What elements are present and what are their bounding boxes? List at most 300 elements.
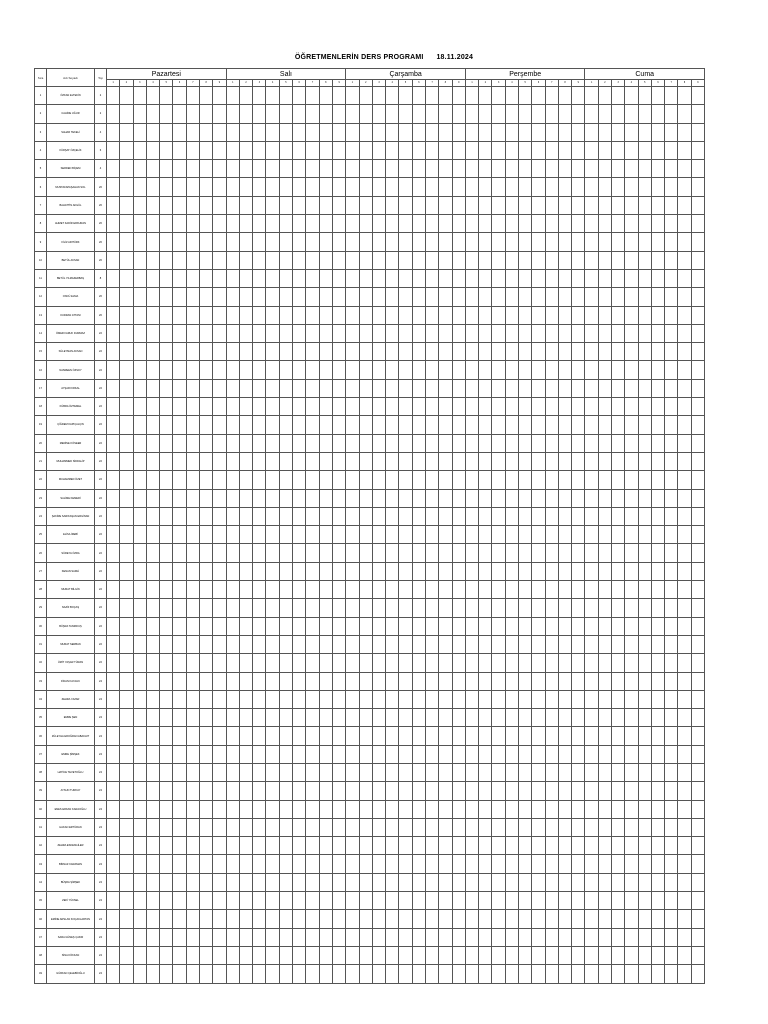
teacher-name: HAKAN ERTÜRAN xyxy=(47,818,95,836)
lesson-cell xyxy=(519,763,532,781)
lesson-cell xyxy=(266,269,279,287)
lesson-cell xyxy=(665,855,678,873)
teacher-hours: 22 xyxy=(95,507,107,525)
column-header-name: Adı Soyadı xyxy=(47,69,95,87)
lesson-cell xyxy=(638,471,651,489)
lesson-cell xyxy=(213,672,226,690)
lesson-cell xyxy=(492,544,505,562)
lesson-cell xyxy=(691,690,704,708)
lesson-cell xyxy=(625,178,638,196)
lesson-cell xyxy=(266,562,279,580)
lesson-cell xyxy=(226,837,239,855)
lesson-cell xyxy=(186,471,199,489)
lesson-cell xyxy=(612,599,625,617)
lesson-cell xyxy=(425,654,438,672)
lesson-cell xyxy=(492,233,505,251)
lesson-cell xyxy=(372,892,385,910)
lesson-cell xyxy=(107,196,120,214)
teacher-hours: 20 xyxy=(95,196,107,214)
lesson-cell xyxy=(146,727,159,745)
lesson-cell xyxy=(199,672,212,690)
teacher-hours: 22 xyxy=(95,599,107,617)
lesson-cell xyxy=(479,343,492,361)
lesson-cell xyxy=(479,745,492,763)
lesson-cell xyxy=(452,471,465,489)
lesson-cell xyxy=(651,654,664,672)
lesson-cell xyxy=(638,123,651,141)
lesson-cell xyxy=(612,379,625,397)
lesson-cell xyxy=(425,910,438,928)
lesson-cell xyxy=(279,544,292,562)
lesson-cell xyxy=(186,544,199,562)
lesson-cell xyxy=(319,398,332,416)
lesson-cell xyxy=(107,581,120,599)
teacher-row xyxy=(35,672,705,690)
lesson-cell xyxy=(226,526,239,544)
lesson-cell xyxy=(213,635,226,653)
lesson-cell xyxy=(372,452,385,470)
lesson-cell xyxy=(519,233,532,251)
lesson-cell xyxy=(612,782,625,800)
lesson-cell xyxy=(678,361,691,379)
lesson-cell xyxy=(439,946,452,964)
period-header: 3 xyxy=(372,80,385,87)
lesson-cell xyxy=(532,855,545,873)
lesson-cell xyxy=(625,690,638,708)
lesson-cell xyxy=(386,635,399,653)
teacher-no: 40 xyxy=(35,800,47,818)
lesson-cell xyxy=(558,617,571,635)
lesson-cell xyxy=(386,855,399,873)
lesson-cell xyxy=(558,763,571,781)
lesson-cell xyxy=(452,269,465,287)
lesson-cell xyxy=(558,343,571,361)
lesson-cell xyxy=(107,672,120,690)
lesson-cell xyxy=(479,782,492,800)
lesson-cell xyxy=(638,946,651,964)
lesson-cell xyxy=(678,306,691,324)
lesson-cell xyxy=(572,489,585,507)
lesson-cell xyxy=(173,599,186,617)
lesson-cell xyxy=(332,507,345,525)
lesson-cell xyxy=(558,434,571,452)
lesson-cell xyxy=(625,160,638,178)
lesson-cell xyxy=(572,599,585,617)
lesson-cell xyxy=(678,507,691,525)
teacher-hours: 2 xyxy=(95,87,107,105)
lesson-cell xyxy=(107,343,120,361)
teacher-name: SİNA KÖKKAN xyxy=(47,946,95,964)
lesson-cell xyxy=(173,269,186,287)
lesson-cell xyxy=(213,544,226,562)
lesson-cell xyxy=(199,599,212,617)
lesson-cell xyxy=(612,690,625,708)
teacher-row xyxy=(35,526,705,544)
lesson-cell xyxy=(372,727,385,745)
lesson-cell xyxy=(691,416,704,434)
lesson-cell xyxy=(293,251,306,269)
lesson-cell xyxy=(146,269,159,287)
lesson-cell xyxy=(346,818,359,836)
lesson-cell xyxy=(359,507,372,525)
lesson-cell xyxy=(399,745,412,763)
lesson-cell xyxy=(479,105,492,123)
lesson-cell xyxy=(399,288,412,306)
period-header: 7 xyxy=(665,80,678,87)
title-date: 18.11.2024 xyxy=(436,54,474,61)
lesson-cell xyxy=(306,123,319,141)
lesson-cell xyxy=(479,196,492,214)
lesson-cell xyxy=(465,416,478,434)
lesson-cell xyxy=(625,361,638,379)
lesson-cell xyxy=(133,727,146,745)
lesson-cell xyxy=(306,233,319,251)
lesson-cell xyxy=(372,416,385,434)
lesson-cell xyxy=(173,782,186,800)
lesson-cell xyxy=(505,178,518,196)
lesson-cell xyxy=(319,306,332,324)
teacher-name: ÜMİT YAŞAR TÜRAN xyxy=(47,654,95,672)
lesson-cell xyxy=(532,123,545,141)
lesson-cell xyxy=(332,745,345,763)
lesson-cell xyxy=(213,507,226,525)
lesson-cell xyxy=(425,544,438,562)
lesson-cell xyxy=(319,782,332,800)
lesson-cell xyxy=(160,141,173,159)
lesson-cell xyxy=(306,471,319,489)
teacher-name: AYSUN TURKAY xyxy=(47,782,95,800)
lesson-cell xyxy=(691,123,704,141)
lesson-cell xyxy=(293,526,306,544)
lesson-cell xyxy=(266,928,279,946)
lesson-cell xyxy=(226,489,239,507)
lesson-cell xyxy=(638,672,651,690)
lesson-cell xyxy=(519,562,532,580)
lesson-cell xyxy=(492,946,505,964)
lesson-cell xyxy=(319,745,332,763)
lesson-cell xyxy=(346,141,359,159)
lesson-cell xyxy=(332,946,345,964)
lesson-cell xyxy=(399,965,412,983)
lesson-cell xyxy=(492,452,505,470)
lesson-cell xyxy=(332,654,345,672)
lesson-cell xyxy=(412,617,425,635)
lesson-cell xyxy=(146,526,159,544)
lesson-cell xyxy=(160,452,173,470)
teacher-hours: 4 xyxy=(95,123,107,141)
lesson-cell xyxy=(425,343,438,361)
lesson-cell xyxy=(332,160,345,178)
lesson-cell xyxy=(359,105,372,123)
lesson-cell xyxy=(239,562,252,580)
lesson-cell xyxy=(293,690,306,708)
lesson-cell xyxy=(386,489,399,507)
lesson-cell xyxy=(452,178,465,196)
lesson-cell xyxy=(332,233,345,251)
lesson-cell xyxy=(532,416,545,434)
lesson-cell xyxy=(465,141,478,159)
lesson-cell xyxy=(332,855,345,873)
lesson-cell xyxy=(545,178,558,196)
lesson-cell xyxy=(505,709,518,727)
lesson-cell xyxy=(625,288,638,306)
lesson-cell xyxy=(346,105,359,123)
lesson-cell xyxy=(519,251,532,269)
period-header: 2 xyxy=(359,80,372,87)
teacher-hours: 22 xyxy=(95,471,107,489)
lesson-cell xyxy=(372,434,385,452)
lesson-cell xyxy=(585,196,598,214)
lesson-cell xyxy=(665,288,678,306)
lesson-cell xyxy=(505,855,518,873)
lesson-cell xyxy=(598,233,611,251)
lesson-cell xyxy=(332,434,345,452)
lesson-cell xyxy=(572,471,585,489)
lesson-cell xyxy=(359,416,372,434)
lesson-cell xyxy=(199,251,212,269)
lesson-cell xyxy=(532,763,545,781)
lesson-cell xyxy=(585,910,598,928)
lesson-cell xyxy=(545,654,558,672)
lesson-cell xyxy=(173,763,186,781)
lesson-cell xyxy=(107,654,120,672)
lesson-cell xyxy=(199,87,212,105)
lesson-cell xyxy=(479,544,492,562)
lesson-cell xyxy=(532,178,545,196)
lesson-cell xyxy=(359,343,372,361)
lesson-cell xyxy=(107,635,120,653)
lesson-cell xyxy=(492,635,505,653)
lesson-cell xyxy=(638,288,651,306)
lesson-cell xyxy=(239,910,252,928)
lesson-cell xyxy=(625,141,638,159)
lesson-cell xyxy=(120,434,133,452)
lesson-cell xyxy=(425,452,438,470)
lesson-cell xyxy=(465,251,478,269)
lesson-cell xyxy=(665,269,678,287)
lesson-cell xyxy=(279,855,292,873)
lesson-cell xyxy=(253,654,266,672)
lesson-cell xyxy=(665,306,678,324)
lesson-cell xyxy=(372,855,385,873)
lesson-cell xyxy=(266,837,279,855)
lesson-cell xyxy=(372,946,385,964)
lesson-cell xyxy=(439,434,452,452)
lesson-cell xyxy=(465,672,478,690)
lesson-cell xyxy=(146,562,159,580)
lesson-cell xyxy=(266,965,279,983)
lesson-cell xyxy=(120,87,133,105)
lesson-cell xyxy=(279,343,292,361)
lesson-cell xyxy=(598,526,611,544)
lesson-cell xyxy=(612,892,625,910)
teacher-hours: 24 xyxy=(95,690,107,708)
lesson-cell xyxy=(306,709,319,727)
teacher-hours: 22 xyxy=(95,526,107,544)
lesson-cell xyxy=(505,581,518,599)
lesson-cell xyxy=(199,910,212,928)
lesson-cell xyxy=(598,452,611,470)
lesson-cell xyxy=(519,910,532,928)
lesson-cell xyxy=(572,251,585,269)
lesson-cell xyxy=(107,763,120,781)
lesson-cell xyxy=(519,800,532,818)
lesson-cell xyxy=(226,343,239,361)
lesson-cell xyxy=(213,690,226,708)
lesson-cell xyxy=(293,544,306,562)
lesson-cell xyxy=(319,288,332,306)
lesson-cell xyxy=(399,544,412,562)
lesson-cell xyxy=(665,489,678,507)
lesson-cell xyxy=(638,526,651,544)
lesson-cell xyxy=(651,709,664,727)
lesson-cell xyxy=(332,562,345,580)
lesson-cell xyxy=(346,581,359,599)
lesson-cell xyxy=(452,306,465,324)
lesson-cell xyxy=(691,361,704,379)
lesson-cell xyxy=(199,562,212,580)
lesson-cell xyxy=(199,782,212,800)
lesson-cell xyxy=(425,800,438,818)
lesson-cell xyxy=(146,507,159,525)
lesson-cell xyxy=(253,873,266,891)
teacher-row xyxy=(35,763,705,781)
teacher-name: ŞAKİRE SARIKAŞAN ERGİNAN xyxy=(47,507,95,525)
lesson-cell xyxy=(372,965,385,983)
lesson-cell xyxy=(239,379,252,397)
lesson-cell xyxy=(173,178,186,196)
lesson-cell xyxy=(505,763,518,781)
lesson-cell xyxy=(199,727,212,745)
lesson-cell xyxy=(306,379,319,397)
lesson-cell xyxy=(612,672,625,690)
teacher-no: 6 xyxy=(35,178,47,196)
lesson-cell xyxy=(651,635,664,653)
teacher-no: 2 xyxy=(35,105,47,123)
lesson-cell xyxy=(399,306,412,324)
lesson-cell xyxy=(492,141,505,159)
lesson-cell xyxy=(625,910,638,928)
lesson-cell xyxy=(452,562,465,580)
lesson-cell xyxy=(545,928,558,946)
teacher-no: 5 xyxy=(35,160,47,178)
lesson-cell xyxy=(532,452,545,470)
lesson-cell xyxy=(306,160,319,178)
lesson-cell xyxy=(691,855,704,873)
lesson-cell xyxy=(253,87,266,105)
lesson-cell xyxy=(120,928,133,946)
period-header: 5 xyxy=(160,80,173,87)
lesson-cell xyxy=(319,617,332,635)
lesson-cell xyxy=(572,123,585,141)
lesson-cell xyxy=(545,855,558,873)
lesson-cell xyxy=(625,105,638,123)
teacher-name: AYŞAR KIRKAL xyxy=(47,379,95,397)
lesson-cell xyxy=(612,196,625,214)
lesson-cell xyxy=(678,160,691,178)
lesson-cell xyxy=(279,105,292,123)
day-header: Perşembe xyxy=(465,69,585,80)
lesson-cell xyxy=(133,324,146,342)
lesson-cell xyxy=(199,324,212,342)
lesson-cell xyxy=(213,452,226,470)
lesson-cell xyxy=(412,87,425,105)
lesson-cell xyxy=(465,343,478,361)
lesson-cell xyxy=(199,361,212,379)
lesson-cell xyxy=(585,709,598,727)
lesson-cell xyxy=(332,617,345,635)
lesson-cell xyxy=(146,196,159,214)
lesson-cell xyxy=(332,672,345,690)
lesson-cell xyxy=(545,361,558,379)
period-header: 8 xyxy=(558,80,571,87)
lesson-cell xyxy=(558,398,571,416)
lesson-cell xyxy=(372,763,385,781)
lesson-cell xyxy=(425,324,438,342)
lesson-cell xyxy=(532,215,545,233)
lesson-cell xyxy=(651,233,664,251)
lesson-cell xyxy=(266,507,279,525)
lesson-cell xyxy=(532,709,545,727)
lesson-cell xyxy=(585,946,598,964)
lesson-cell xyxy=(572,800,585,818)
teacher-name: EMİNE ARSLAN KOÇAKLARTAN xyxy=(47,910,95,928)
lesson-cell xyxy=(505,526,518,544)
lesson-cell xyxy=(399,910,412,928)
lesson-cell xyxy=(519,196,532,214)
lesson-cell xyxy=(492,873,505,891)
teacher-row xyxy=(35,965,705,983)
lesson-cell xyxy=(598,965,611,983)
lesson-cell xyxy=(519,855,532,873)
lesson-cell xyxy=(465,324,478,342)
lesson-cell xyxy=(239,269,252,287)
lesson-cell xyxy=(386,709,399,727)
lesson-cell xyxy=(186,654,199,672)
lesson-cell xyxy=(266,617,279,635)
teacher-no: 23 xyxy=(35,489,47,507)
lesson-cell xyxy=(585,306,598,324)
lesson-cell xyxy=(199,873,212,891)
lesson-cell xyxy=(266,946,279,964)
lesson-cell xyxy=(439,873,452,891)
lesson-cell xyxy=(120,635,133,653)
lesson-cell xyxy=(572,654,585,672)
lesson-cell xyxy=(213,343,226,361)
lesson-cell xyxy=(359,928,372,946)
lesson-cell xyxy=(572,526,585,544)
lesson-cell xyxy=(665,526,678,544)
lesson-cell xyxy=(266,251,279,269)
lesson-cell xyxy=(399,379,412,397)
lesson-cell xyxy=(359,160,372,178)
teacher-name: CAHİDE UĞUR xyxy=(47,105,95,123)
lesson-cell xyxy=(213,526,226,544)
lesson-cell xyxy=(545,160,558,178)
lesson-cell xyxy=(346,855,359,873)
period-header: 7 xyxy=(425,80,438,87)
lesson-cell xyxy=(359,452,372,470)
lesson-cell xyxy=(173,690,186,708)
lesson-cell xyxy=(505,818,518,836)
lesson-cell xyxy=(678,818,691,836)
lesson-cell xyxy=(492,910,505,928)
lesson-cell xyxy=(226,105,239,123)
lesson-cell xyxy=(120,946,133,964)
lesson-cell xyxy=(399,599,412,617)
lesson-cell xyxy=(332,837,345,855)
lesson-cell xyxy=(386,965,399,983)
